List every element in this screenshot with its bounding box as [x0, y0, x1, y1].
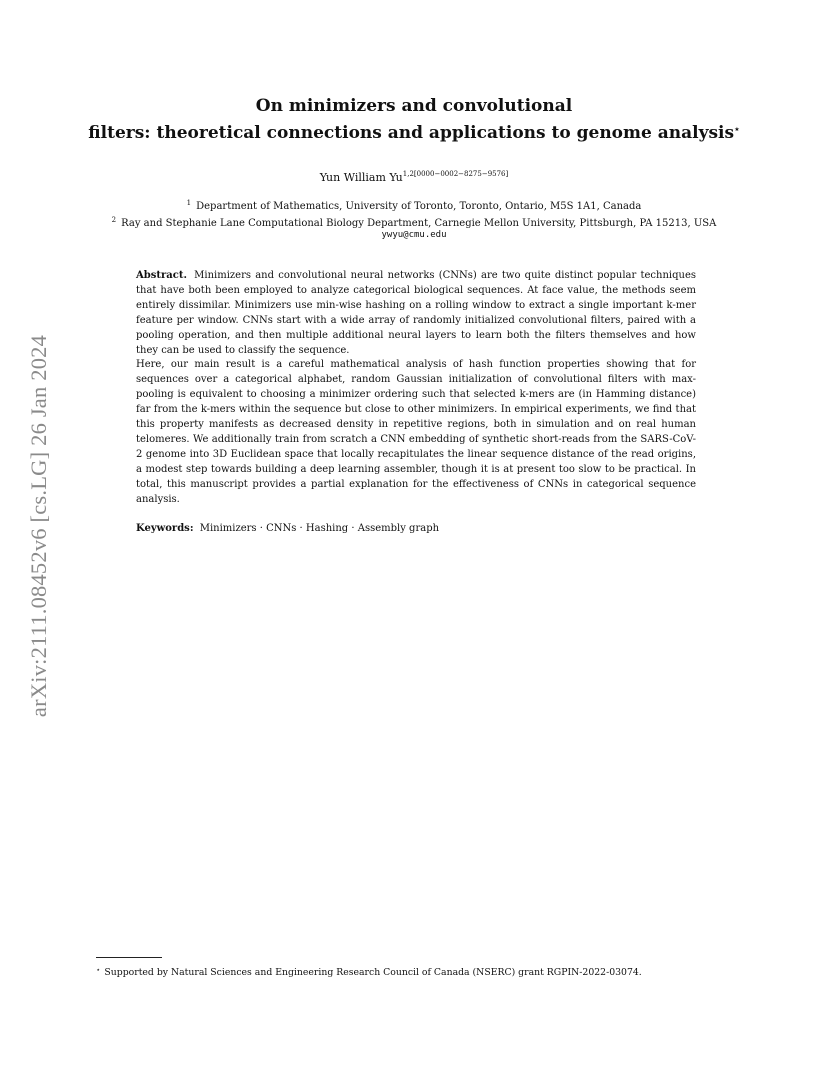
- author-orcid: [0000−0002−8275−9576]: [413, 170, 509, 178]
- abstract: [136, 269, 696, 508]
- abstract-paragraph-1: [136, 269, 696, 358]
- author-affiliation-marks: 1,2: [402, 170, 414, 178]
- keywords-text: Minimizers · CNNs · Hashing · Assembly graph: [199, 523, 440, 534]
- affiliation-1: [0, 196, 828, 214]
- abstract-paragraph-1-text: Minimizers and convolutional neural networks (CNNs) are two quite distinct popular techniques that have both been employed to analyze categorical biological sequences. At face value, the methods seem entirely dissimilar. Minimizers use min-wise hashing on a rolling window to extract a single important k-mer feature per window. CNNs start with a wide array of randomly initialized convolutional filters, paired with a pooling operation, and then multiple additional neural layers to learn both the filters themselves and how they can be used to classify the sequence.: [136, 270, 696, 356]
- title-footnote-mark: ⋆: [734, 125, 740, 135]
- footnote-text: Supported by Natural Sciences and Engineering Research Council of Canada (NSERC) grant RGPIN-2022-03074.: [104, 967, 642, 978]
- title-line-1: On minimizers and convolutional: [255, 96, 573, 116]
- footnote-rule: [96, 957, 162, 958]
- keywords-label: Keywords:: [136, 523, 194, 534]
- funding-footnote: [96, 964, 736, 979]
- author-name: Yun William Yu: [319, 171, 403, 184]
- affiliation-1-text: Department of Mathematics, University of Toronto, Toronto, Ontario, M5S 1A1, Canada: [196, 201, 642, 212]
- affiliation-1-mark: 1: [186, 199, 192, 207]
- abstract-label: Abstract.: [136, 270, 187, 281]
- author-email: ywyu@cmu.edu: [381, 230, 447, 240]
- affiliation-2-text: Ray and Stephanie Lane Computational Biology Department, Carnegie Mellon University, Pittsburgh, PA 15213, USA: [121, 218, 717, 229]
- title-line-2: [80, 118, 748, 145]
- arxiv-identifier-stamp: [27, 292, 51, 760]
- keywords: [136, 522, 696, 536]
- paper-title: [80, 94, 748, 145]
- affiliation-2-mark: 2: [111, 216, 117, 224]
- arxiv-identifier-text: arXiv:2111.08452v6 [cs.LG] 26 Jan 2024: [26, 334, 51, 718]
- footnote-mark: ⋆: [96, 966, 101, 974]
- title-line-2-text: filters: theoretical connections and applications to genome analysis: [88, 123, 735, 143]
- affiliation-2: [0, 213, 828, 231]
- abstract-paragraph-2: Here, our main result is a careful mathematical analysis of hash function properties showing that for sequences over a categorical alphabet, random Gaussian initialization of convolutional filters with max-pooling is equivalent to choosing a minimizer ordering such that selected k-mers are (in Hamming distance) far from the k-mers within the sequence but close to other minimizers. In empirical experiments, we find that this property manifests as decreased density in repetitive regions, both in simulation and on real human telomeres. We additionally train from scratch a CNN embedding of synthetic short-reads from the SARS-CoV-2 genome into 3D Euclidean space that locally recapitulates the linear sequence distance of the read origins, a modest step towards building a deep learning assembler, though it is at present too slow to be practical. In total, this manuscript provides a partial explanation for the effectiveness of CNNs in categorical sequence analysis.: [136, 359, 696, 505]
- author-line: [0, 170, 828, 184]
